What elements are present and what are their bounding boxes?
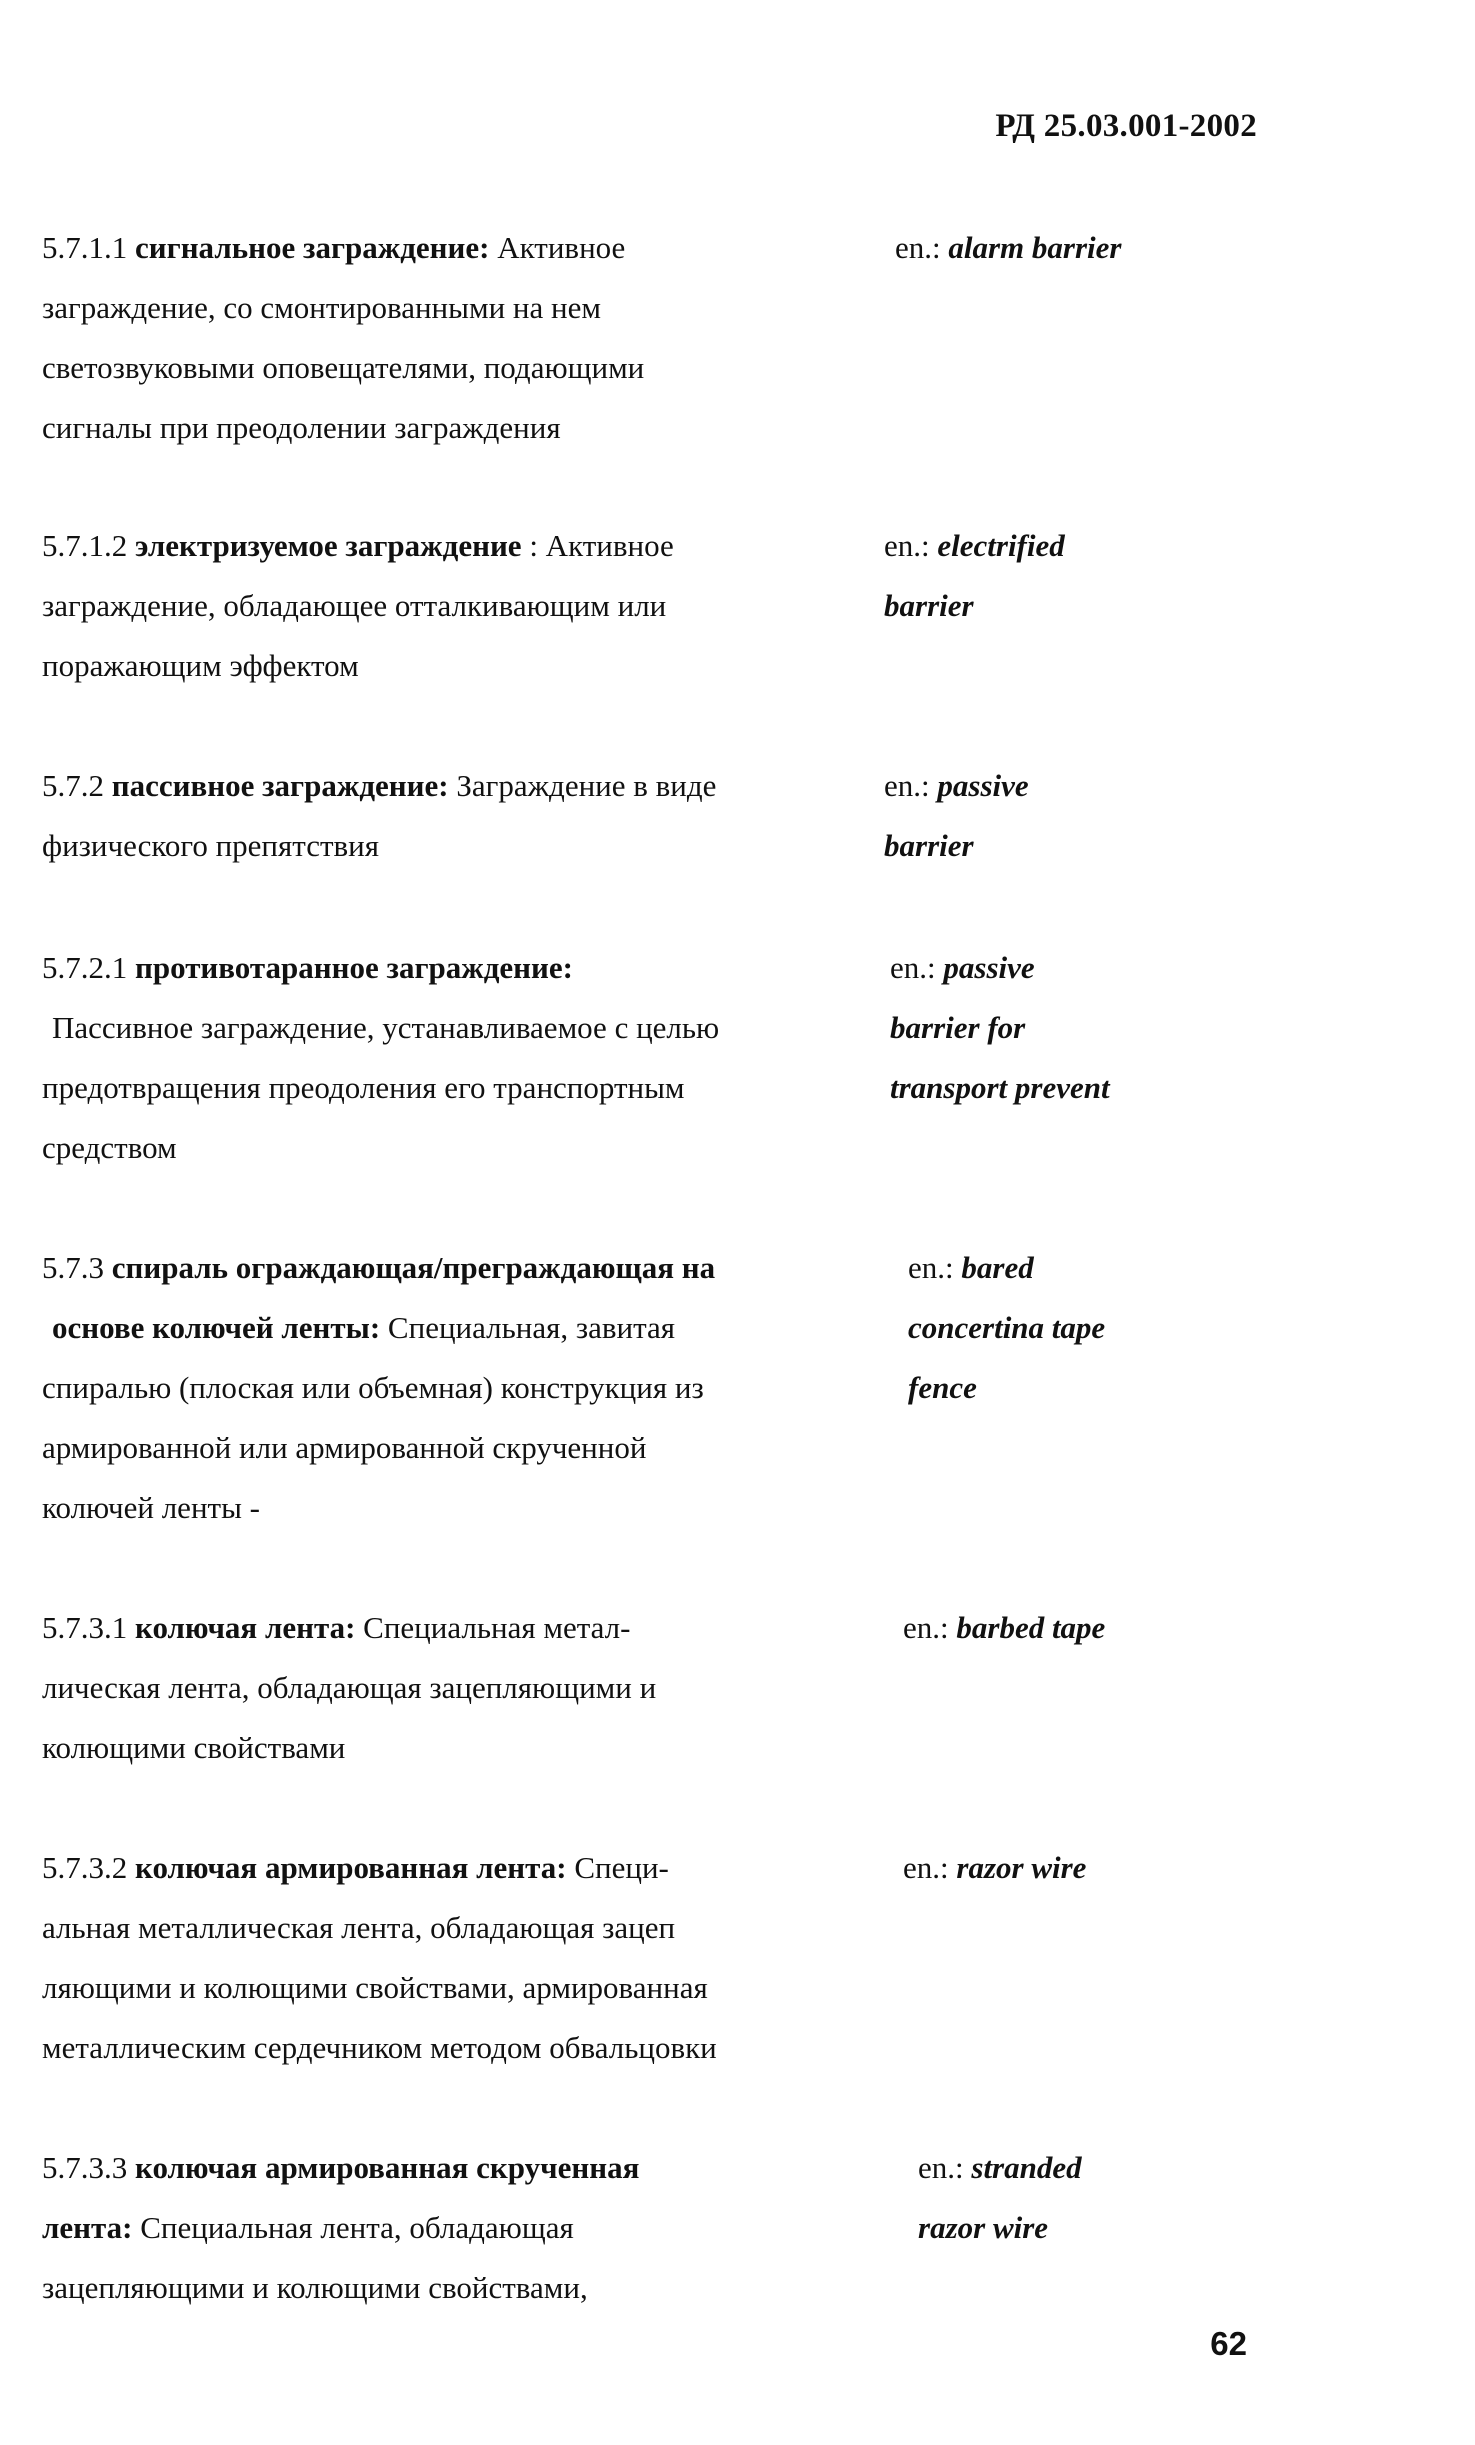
term-number: 5.7.1.2 xyxy=(42,528,128,563)
term-definition: 5.7.1.1 сигнальное заграждение: Активное заграждение, со смонтированными на нем светозвуковыми оповещателями, подающими сигналы при преодолении заграждения xyxy=(42,230,645,445)
term-number: 5.7.2.1 xyxy=(42,950,128,985)
term-name: спираль ограждающая/преграждающая на xyxy=(111,1250,716,1285)
term-name: сигнальное заграждение: xyxy=(135,230,490,265)
term-definition: 5.7.3 спираль ограждающая/преграждающая на основе колючей ленты: Специальная, завитая спиралью (плоская или объемная) конструкция из армированной или армированной скрученной колючей ленты - xyxy=(42,1250,716,1525)
english-equivalent: en.: electrified barrier xyxy=(884,528,1065,623)
english-equivalent: en.: passive barrier xyxy=(884,768,1029,863)
english-equivalent: en.: stranded razor wire xyxy=(918,2150,1082,2245)
english-equivalent: en.: razor wire xyxy=(903,1850,1087,1885)
term-name: колючая армированная лента: xyxy=(135,1850,567,1885)
term-definition: 5.7.2 пассивное заграждение: Заграждение в виде физического препятствия xyxy=(42,768,717,863)
term-name: пассивное заграждение: xyxy=(111,768,449,803)
term-number: 5.7.2 xyxy=(42,768,104,803)
term-name: электризуемое заграждение xyxy=(135,528,522,563)
term-name: колючая армированная скрученная xyxy=(135,2150,640,2185)
term-definition: 5.7.3.2 колючая армированная лента: Специ- альная металлическая лента, обладающая зацеп ляющими и колющими свойствами, армированная металлическим сердечником методом обвальцовки xyxy=(42,1850,717,2065)
term-number: 5.7.3.3 xyxy=(42,2150,128,2185)
english-equivalent: en.: passive barrier for transport prevent xyxy=(890,950,1110,1105)
term-number: 5.7.3.2 xyxy=(42,1850,128,1885)
english-equivalent: en.: barbed tape xyxy=(903,1610,1106,1645)
term-definition: 5.7.3.1 колючая лента: Специальная метал- лическая лента, обладающая зацепляющими и колющими свойствами xyxy=(42,1610,657,1765)
term-number: 5.7.1.1 xyxy=(42,230,128,265)
term-definition: 5.7.2.1 противотаранное заграждение: Пассивное заграждение, устанавливаемое с целью предотвращения преодоления его транспортным средством xyxy=(42,950,720,1165)
english-equivalent: en.: bared concertina tape fence xyxy=(908,1250,1106,1405)
term-name: противотаранное заграждение: xyxy=(135,950,573,985)
term-definition: 5.7.3.3 колючая армированная скрученная лента: Специальная лента, обладающая зацепляющими и колющими свойствами, xyxy=(42,2150,640,2305)
term-number: 5.7.3 xyxy=(42,1250,104,1285)
english-equivalent: en.: alarm barrier xyxy=(895,230,1122,265)
document-code: РД 25.03.001-2002 xyxy=(995,108,1257,144)
term-number: 5.7.3.1 xyxy=(42,1610,128,1645)
term-definition: 5.7.1.2 электризуемое заграждение : Активное заграждение, обладающее отталкивающим или поражающим эффектом xyxy=(42,528,674,683)
term-name: колючая лента: xyxy=(135,1610,356,1645)
page-number: 62 xyxy=(1210,2325,1247,2362)
